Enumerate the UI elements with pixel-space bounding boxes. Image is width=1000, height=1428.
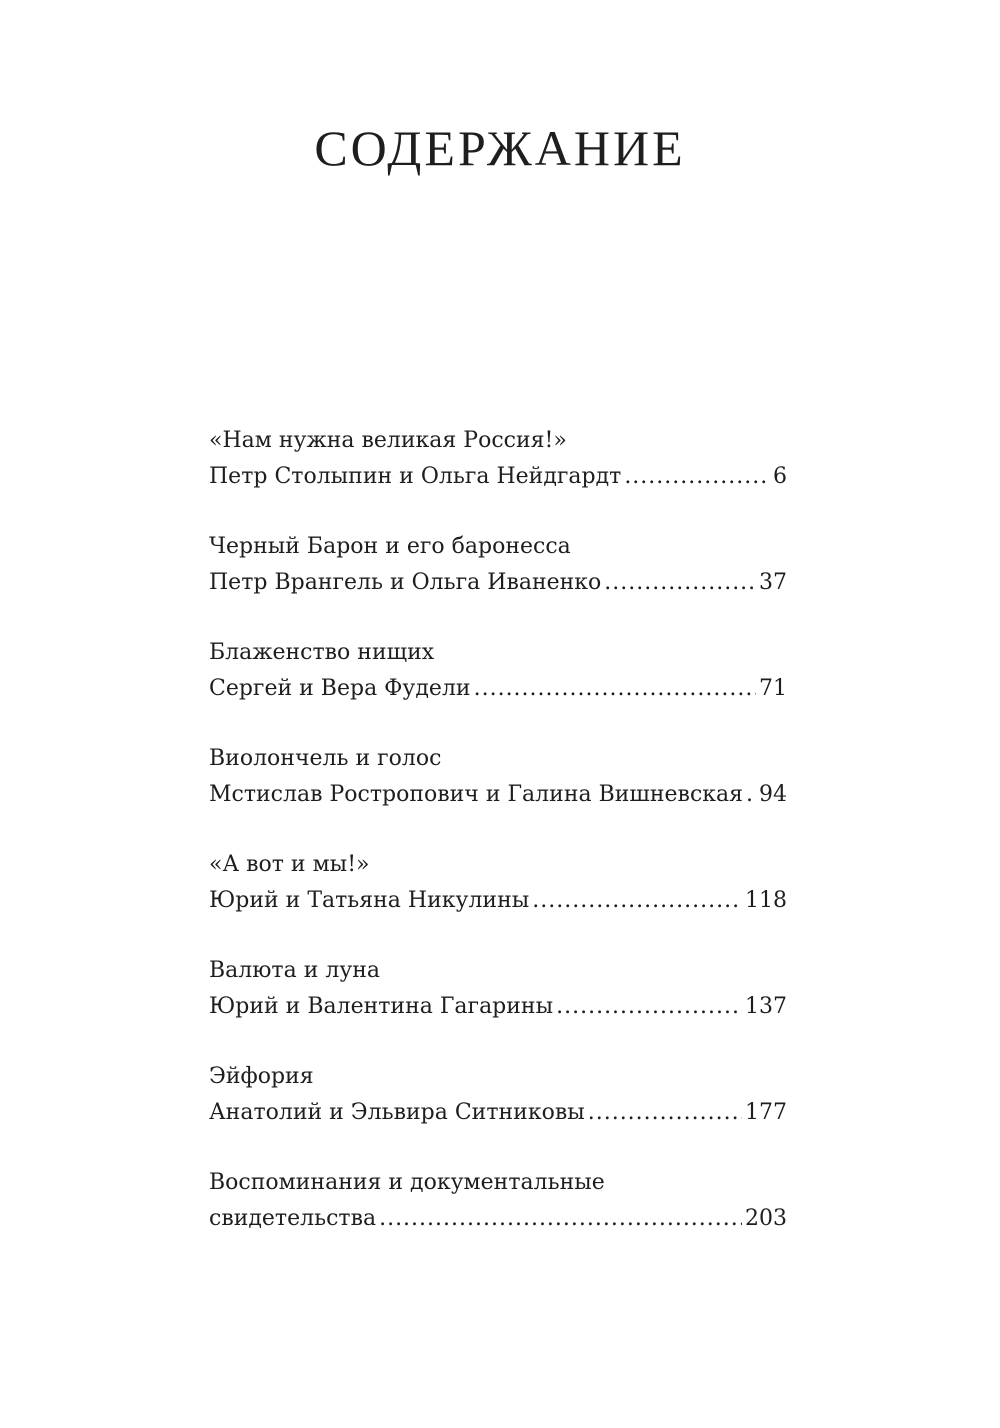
toc-entry[interactable] [209,1165,787,1271]
toc-page-number: 118 [745,888,787,913]
toc-page-number: 37 [759,570,787,595]
dot-leader [746,777,756,813]
toc-entry-subtitle: Мстислав Ростропович и Галина Вишневская [209,782,744,807]
toc-entry-subtitle: Анатолий и Эльвира Ситниковы [209,1100,585,1125]
toc-entry[interactable] [209,635,787,741]
toc-entry[interactable] [209,953,787,1059]
toc-entry-subtitle: Сергей и Вера Фудели [209,676,471,701]
dot-leader [588,1095,742,1131]
toc-entry[interactable] [209,741,787,847]
toc-entry-subtitle: Петр Столыпин и Ольга Нейдгардт [209,464,622,489]
toc-entry[interactable] [209,847,787,953]
table-of-contents [209,423,787,1271]
toc-page-number: 177 [745,1100,787,1125]
toc-entry-subtitle: Юрий и Валентина Гагарины [209,994,554,1019]
toc-page-number: 203 [745,1206,787,1231]
toc-entry-heading: Блаженство нищих [209,640,435,665]
dot-leader [474,671,756,707]
toc-entry-heading: «А вот и мы!» [209,852,370,877]
dot-leader [556,989,742,1025]
dot-leader [624,459,770,495]
dot-leader [604,565,756,601]
toc-page-number: 94 [759,782,787,807]
toc-entry-heading: Черный Барон и его баронесса [209,534,571,559]
toc-entry[interactable] [209,529,787,635]
toc-entry-heading: Валюта и луна [209,958,381,983]
toc-page-number: 6 [773,464,787,489]
toc-entry-heading: Воспоминания и документальные [209,1170,605,1195]
toc-entry-subtitle: Петр Врангель и Ольга Иваненко [209,570,602,595]
toc-entry-heading: Виолончель и голос [209,746,442,771]
toc-entry-heading: Эйфория [209,1064,314,1089]
toc-entry[interactable] [209,1059,787,1165]
page-title: СОДЕРЖАНИЕ [314,120,686,176]
dot-leader [532,883,742,919]
toc-page-number: 137 [745,994,787,1019]
toc-entry-heading: «Нам нужна великая Россия!» [209,428,567,453]
toc-entry-subtitle: Юрий и Татьяна Никулины [209,888,530,913]
toc-entry-subtitle: свидетельства [209,1206,377,1231]
toc-entry[interactable] [209,423,787,529]
dot-leader [379,1201,742,1237]
toc-page-number: 71 [759,676,787,701]
